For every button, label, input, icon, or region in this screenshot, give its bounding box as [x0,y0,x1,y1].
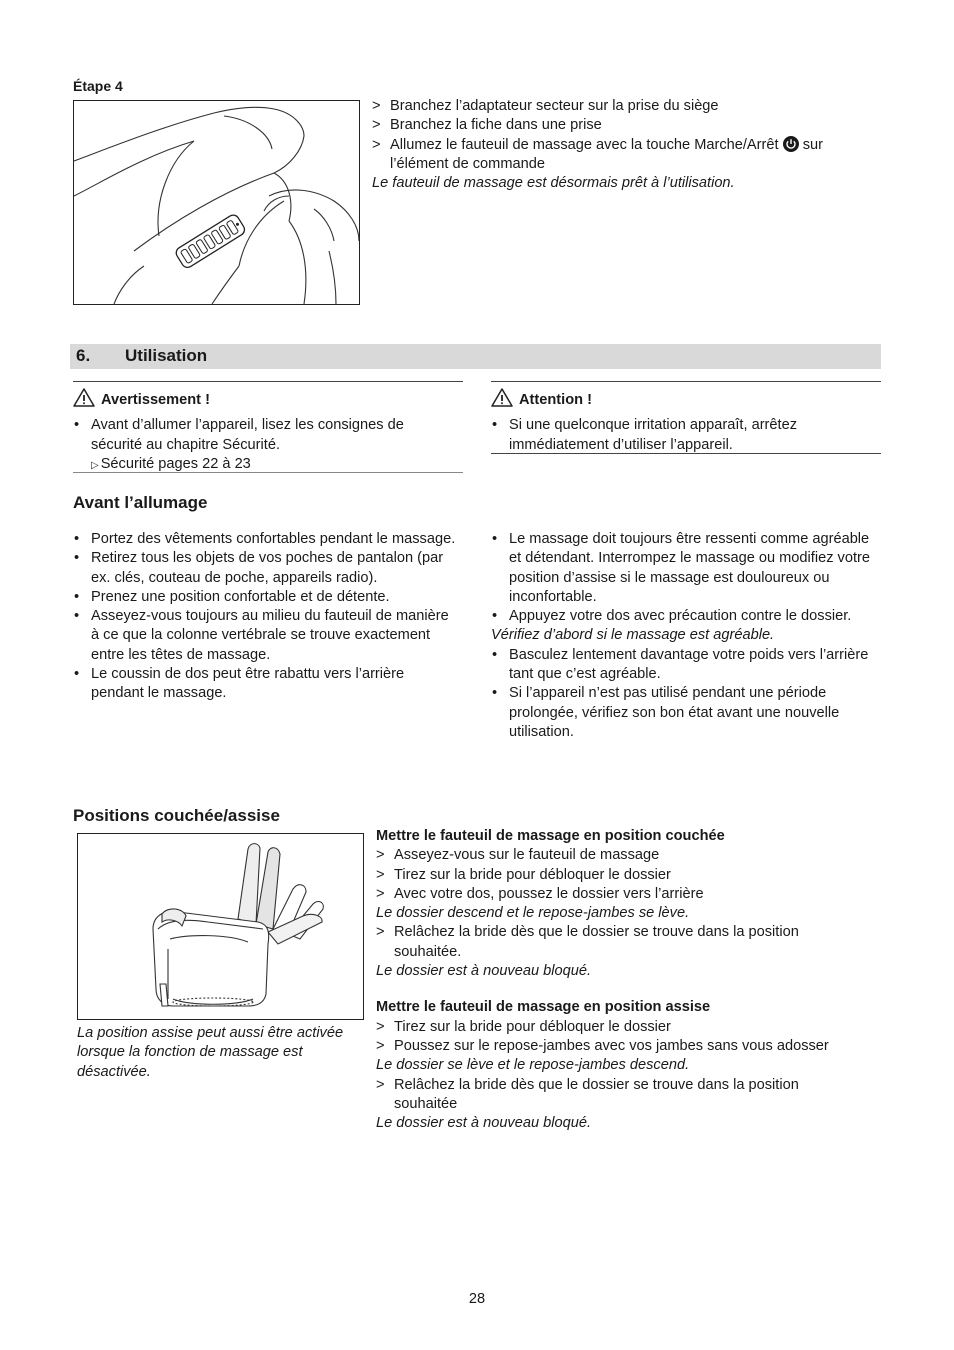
recliner-illustration [77,833,364,1020]
power-button-icon [783,136,799,152]
before-left-list [73,530,458,704]
page-number: 28 [468,1291,486,1307]
warning-top-rule [73,381,463,382]
instruction-item: > Allumez le fauteuil de massage avec la touche Marche/Arrêt sur l’élément de commande [372,136,882,175]
warning-item: • Avant d’allumer l’appareil, lisez les consignes de sécurité au chapitre Sécurité. [73,416,443,455]
list-item: • Portez des vêtements confortables pendant le massage. [73,530,458,549]
step-item: > Relâchez la bride dès que le dossier se trouve dans la position souhaitée. [376,923,866,962]
seated-result-2: Le dossier est à nouveau bloqué. [376,1115,592,1132]
step-item: > Tirez sur la bride pour débloquer le dossier [376,866,866,885]
seated-steps [376,1018,866,1057]
warning-triangle-icon [491,388,513,413]
attention-list [491,416,851,455]
before-right-list-b [491,646,881,742]
positions-heading: Positions couchée/assise [73,806,280,825]
list-item: • Asseyez-vous toujours au milieu du fauteuil de manière à ce que la colonne vertébrale se trouve exactement entre les têtes de massage. [73,607,458,665]
before-right-column [491,530,881,742]
list-item: • Retirez tous les objets de vos poches de pantalon (par ex. clés, couteau de poche, appareils radio). [73,549,458,588]
before-note: Vérifiez d’abord si le massage est agréable. [491,627,775,644]
triangle-pointer-icon: ▷ [91,459,99,471]
before-heading: Avant l’allumage [73,493,208,512]
instruction-item: > Branchez la fiche dans une prise [372,116,882,135]
before-left-column [73,530,458,704]
control-panel-illustration [73,100,360,305]
attention-box [491,388,881,455]
attention-title: Attention ! [519,392,592,408]
positions-caption: La position assise peut aussi être activée lorsque la fonction de massage est désactivée. [77,1025,344,1080]
lying-steps [376,846,866,904]
step-item: > Asseyez-vous sur le fauteuil de massage [376,846,866,865]
seated-title: Mettre le fauteuil de massage en position assise [376,999,711,1016]
warning-list [73,416,443,455]
list-item: • Basculez lentement davantage votre poids vers l’arrière tant que c’est agréable. [491,646,881,685]
step-item: > Avec votre dos, poussez le dossier vers l’arrière [376,885,866,904]
section-header [70,344,881,369]
warning-title: Avertissement ! [101,392,210,408]
before-right-list-a [491,530,881,626]
warning-title-row [73,388,463,413]
positions-instructions [376,827,866,1133]
step4-instructions [372,97,882,174]
list-item: • Appuyez votre dos avec précaution contre le dossier. [491,607,881,626]
warning-ref: ▷ Sécurité pages 22 à 23 [73,455,463,475]
step-item: > Relâchez la bride dès que le dossier se trouve dans la position souhaitée [376,1076,866,1115]
seated-steps-2 [376,1076,866,1115]
list-item: • Le massage doit toujours être ressenti comme agréable et détendant. Interrompez le massage ou modifiez votre position d’assise si le massage est douloureux ou inconfortable. [491,530,881,607]
step4-result: Le fauteuil de massage est désormais prêt à l’utilisation. [372,175,735,192]
section-number: 6. [76,346,91,365]
lying-steps-2 [376,923,866,962]
step4-text [372,97,882,193]
recliner-drawing [78,834,363,1019]
lying-result-1: Le dossier descend et le repose-jambes se lève. [376,905,690,922]
list-item: • Le coussin de dos peut être rabattu vers l’arrière pendant le massage. [73,665,458,704]
lying-title: Mettre le fauteuil de massage en position couchée [376,828,725,844]
attention-top-rule [491,381,881,382]
step-item: > Tirez sur la bride pour débloquer le dossier [376,1018,866,1037]
list-item: • Si l’appareil n’est pas utilisé pendant une période prolongée, vérifiez son bon état avant une nouvelle utilisation. [491,684,881,742]
step-item: > Poussez sur le repose-jambes avec vos jambes sans vous adosser [376,1037,866,1056]
attention-item: • Si une quelconque irritation apparaît, arrêtez immédiatement d’utiliser l’appareil. [491,416,851,455]
chair-armrest-drawing [74,101,359,304]
lying-result-2: Le dossier est à nouveau bloqué. [376,963,592,980]
attention-title-row [491,388,881,413]
warning-bottom-rule [73,472,463,473]
section-title: Utilisation [125,346,208,365]
attention-bottom-rule [491,453,881,454]
warning-triangle-icon [73,388,95,413]
instruction-item: > Branchez l’adaptateur secteur sur la prise du siège [372,97,882,116]
step-label: Étape 4 [73,78,123,94]
warning-box [73,388,463,475]
seated-result-1: Le dossier se lève et le repose-jambes descend. [376,1057,690,1074]
list-item: • Prenez une position confortable et de détente. [73,588,458,607]
